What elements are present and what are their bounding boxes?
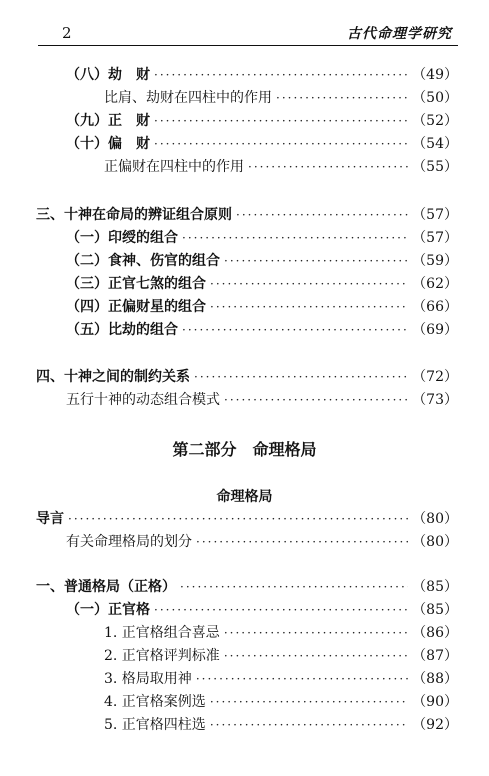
toc-entry[interactable]	[66, 250, 458, 272]
dot-leader	[194, 370, 408, 384]
toc-entry[interactable]	[66, 273, 458, 295]
toc-entry-label: 三、十神在命局的辨证组合原则	[36, 207, 232, 223]
toc-entry[interactable]	[104, 645, 458, 667]
toc-entry-label: 四、十神之间的制约关系	[36, 369, 190, 385]
toc-entry-label: （十）偏 财	[66, 136, 150, 152]
toc-entry-label: （八）劫 财	[66, 67, 150, 83]
page-number: 2	[62, 24, 72, 42]
toc-entry-page: （57）	[412, 230, 458, 246]
toc-entry-page: （50）	[412, 90, 458, 106]
toc-entry-label: 导言	[36, 511, 64, 527]
toc-entry-page: （85）	[412, 579, 458, 595]
toc-entry-label: 正偏财在四柱中的作用	[104, 159, 244, 175]
toc-entry-label: （二）食神、伤官的组合	[66, 253, 220, 269]
part-subtitle: 命理格局	[216, 489, 273, 505]
toc-entry[interactable]	[66, 296, 458, 318]
toc-entry-label: 1. 正官格组合喜忌	[104, 625, 220, 641]
running-title: 古代命理学研究	[347, 26, 452, 42]
toc-entry-label: （五）比劫的组合	[66, 322, 178, 338]
toc-entry-page: （59）	[412, 253, 458, 269]
toc-entry[interactable]	[104, 668, 458, 690]
toc-entry-page: （52）	[412, 113, 458, 129]
toc-entry[interactable]	[36, 366, 458, 388]
dot-leader	[210, 277, 408, 291]
part-title: 第二部分 命理格局	[172, 440, 317, 459]
toc-entry-page: （92）	[412, 717, 458, 733]
toc-entry-label: 有关命理格局的划分	[66, 534, 192, 550]
toc-entry-label: （一）印绶的组合	[66, 230, 178, 246]
toc-entry[interactable]	[66, 133, 458, 155]
page-header	[38, 20, 458, 46]
toc-entry-page: （72）	[412, 369, 458, 385]
dot-leader	[182, 231, 408, 245]
toc-entry-label: 一、普通格局（正格）	[36, 579, 176, 595]
toc-entry-page: （80）	[412, 511, 458, 527]
toc-entry-label: 3. 格局取用神	[104, 671, 192, 687]
dot-leader	[224, 393, 408, 407]
toc-entry-label: 5. 正官格四柱选	[104, 717, 206, 733]
dot-leader	[224, 649, 408, 663]
toc-entry-page: （85）	[412, 602, 458, 618]
toc-entry-page: （55）	[412, 159, 458, 175]
toc-entry[interactable]	[66, 599, 458, 621]
dot-leader	[154, 68, 408, 82]
toc-entry-label: 2. 正官格评判标准	[104, 648, 220, 664]
dot-leader	[224, 626, 408, 640]
toc-entry-label: 五行十神的动态组合模式	[66, 392, 220, 408]
dot-leader	[154, 603, 408, 617]
dot-leader	[196, 535, 408, 549]
toc-entry-label: （四）正偏财星的组合	[66, 299, 206, 315]
toc-entry-label: 比肩、劫财在四柱中的作用	[104, 90, 272, 106]
toc-entry-label: （一）正官格	[66, 602, 150, 618]
toc-entry[interactable]	[104, 622, 458, 644]
toc-entry[interactable]	[36, 204, 458, 226]
toc-entry-page: （86）	[412, 625, 458, 641]
dot-leader	[236, 208, 408, 222]
dot-leader	[210, 300, 408, 314]
toc-entry[interactable]	[66, 531, 458, 553]
toc-entry[interactable]	[66, 110, 458, 132]
toc-entry-page: （88）	[412, 671, 458, 687]
toc-entry-page: （69）	[412, 322, 458, 338]
toc-entry-page: （87）	[412, 648, 458, 664]
toc-entry[interactable]	[66, 319, 458, 341]
toc-entry[interactable]	[36, 576, 458, 598]
toc-entry[interactable]	[36, 508, 458, 530]
toc-entry-page: （66）	[412, 299, 458, 315]
toc-entry[interactable]	[104, 156, 458, 178]
toc-entry-page: （49）	[412, 67, 458, 83]
toc-entry[interactable]	[66, 227, 458, 249]
toc-entry[interactable]	[104, 714, 458, 736]
dot-leader	[196, 672, 408, 686]
dot-leader	[210, 695, 408, 709]
toc-entry-page: （73）	[412, 392, 458, 408]
dot-leader	[248, 160, 408, 174]
dot-leader	[180, 580, 408, 594]
dot-leader	[276, 91, 408, 105]
toc-entry-page: （80）	[412, 534, 458, 550]
toc-entry-label: （九）正 财	[66, 113, 150, 129]
toc-entry-page: （57）	[412, 207, 458, 223]
toc-entry-page: （62）	[412, 276, 458, 292]
toc-entry-page: （90）	[412, 694, 458, 710]
toc-entry[interactable]	[66, 64, 458, 86]
toc-entry-label: （三）正官七煞的组合	[66, 276, 206, 292]
toc-entry-page: （54）	[412, 136, 458, 152]
dot-leader	[210, 718, 408, 732]
dot-leader	[224, 254, 408, 268]
dot-leader	[154, 114, 408, 128]
dot-leader	[68, 512, 408, 526]
toc-entry[interactable]	[104, 87, 458, 109]
dot-leader	[182, 323, 408, 337]
dot-leader	[154, 137, 408, 151]
toc-entry[interactable]	[66, 389, 458, 411]
toc-entry[interactable]	[104, 691, 458, 713]
toc-entry-label: 4. 正官格案例选	[104, 694, 206, 710]
